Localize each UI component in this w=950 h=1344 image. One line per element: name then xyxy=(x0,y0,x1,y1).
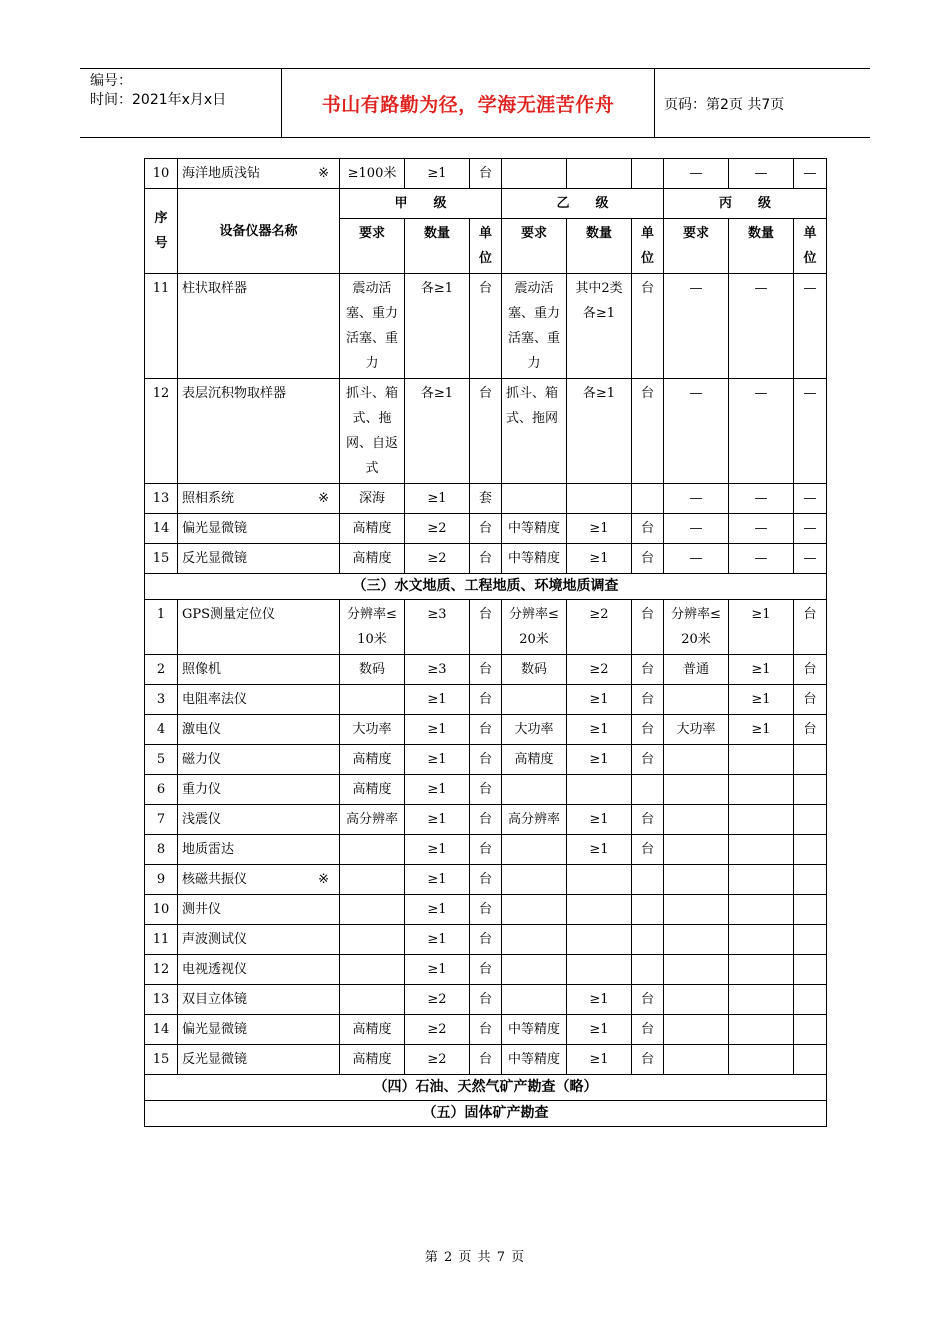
row-number: 2 xyxy=(145,655,178,685)
section-title: （五）固体矿产勘查 xyxy=(145,1101,827,1127)
equipment-name: 地质雷达 xyxy=(178,835,340,865)
equipment-name: 核磁共振仪 ※ xyxy=(178,865,340,895)
grade-a-requirement xyxy=(340,925,405,955)
grade-c-requirement xyxy=(664,685,729,715)
header-unit: 单位 xyxy=(794,219,827,274)
table-row xyxy=(145,159,827,189)
grade-a-unit: 台 xyxy=(470,835,502,865)
grade-c-requirement xyxy=(664,865,729,895)
special-mark: ※ xyxy=(318,491,329,506)
grade-a-quantity: ≥1 xyxy=(405,955,470,985)
grade-b-unit: 台 xyxy=(632,1015,664,1045)
grade-b-unit: 台 xyxy=(632,685,664,715)
grade-b-quantity: ≥1 xyxy=(567,685,632,715)
grade-c-requirement xyxy=(664,985,729,1015)
table-row xyxy=(145,895,827,925)
header-quantity: 数量 xyxy=(729,219,794,274)
grade-c-quantity xyxy=(729,895,794,925)
page-footer: 第 2 页 共 7 页 xyxy=(424,1250,526,1265)
grade-b-unit xyxy=(632,925,664,955)
grade-c-quantity xyxy=(729,985,794,1015)
table-row xyxy=(145,274,827,379)
grade-a-requirement: 高精度 xyxy=(340,514,405,544)
grade-c-requirement xyxy=(664,835,729,865)
grade-a-quantity: ≥2 xyxy=(405,985,470,1015)
grade-b-requirement: 中等精度 xyxy=(502,1015,567,1045)
grade-b-requirement: 中等精度 xyxy=(502,1045,567,1075)
grade-c-quantity xyxy=(729,1015,794,1045)
grade-b-unit xyxy=(632,484,664,514)
grade-b-requirement xyxy=(502,685,567,715)
grade-b-quantity: ≥1 xyxy=(567,805,632,835)
grade-b-unit: 台 xyxy=(632,715,664,745)
grade-b-quantity: 其中2类各≥1 xyxy=(567,274,632,379)
grade-c-requirement xyxy=(664,805,729,835)
grade-c-quantity: — xyxy=(729,274,794,379)
grade-c-requirement xyxy=(664,955,729,985)
grade-b-requirement xyxy=(502,895,567,925)
grade-c-unit xyxy=(794,775,827,805)
grade-c-requirement xyxy=(664,775,729,805)
grade-c-quantity: — xyxy=(729,544,794,574)
grade-b-quantity: ≥1 xyxy=(567,514,632,544)
header-grade-c: 丙 级 xyxy=(664,189,827,219)
row-number: 7 xyxy=(145,805,178,835)
grade-a-quantity: 各≥1 xyxy=(405,274,470,379)
grade-b-requirement xyxy=(502,925,567,955)
row-number: 12 xyxy=(145,955,178,985)
row-number: 10 xyxy=(145,895,178,925)
grade-a-unit: 台 xyxy=(470,895,502,925)
grade-b-requirement xyxy=(502,484,567,514)
grade-a-quantity: ≥1 xyxy=(405,865,470,895)
grade-b-unit: 台 xyxy=(632,379,664,484)
grade-b-requirement: 高分辨率 xyxy=(502,805,567,835)
grade-a-requirement: 分辨率≤10米 xyxy=(340,600,405,655)
grade-a-unit: 台 xyxy=(470,925,502,955)
grade-c-unit: 台 xyxy=(794,655,827,685)
grade-c-unit xyxy=(794,925,827,955)
grade-c-quantity xyxy=(729,865,794,895)
equipment-name: 电视透视仪 xyxy=(178,955,340,985)
grade-a-unit: 台 xyxy=(470,379,502,484)
grade-a-quantity: 各≥1 xyxy=(405,379,470,484)
grade-c-quantity xyxy=(729,805,794,835)
grade-b-requirement: 中等精度 xyxy=(502,514,567,544)
grade-c-unit xyxy=(794,955,827,985)
grade-a-quantity: ≥2 xyxy=(405,514,470,544)
grade-c-unit: 台 xyxy=(794,685,827,715)
row-number: 12 xyxy=(145,379,178,484)
grade-a-requirement: 高精度 xyxy=(340,1045,405,1075)
grade-b-unit: 台 xyxy=(632,835,664,865)
grade-b-requirement xyxy=(502,865,567,895)
table-row xyxy=(145,865,827,895)
grade-c-unit xyxy=(794,1045,827,1075)
header-motto: 书山有路勤为径，学海无涯苦作舟 xyxy=(321,93,615,116)
grade-a-unit: 台 xyxy=(470,159,502,189)
grade-c-requirement: — xyxy=(664,159,729,189)
grade-c-unit xyxy=(794,865,827,895)
equipment-name: 磁力仪 xyxy=(178,745,340,775)
grade-b-unit xyxy=(632,955,664,985)
grade-b-requirement: 中等精度 xyxy=(502,544,567,574)
grade-a-unit: 台 xyxy=(470,514,502,544)
grade-b-requirement: 数码 xyxy=(502,655,567,685)
special-mark: ※ xyxy=(318,166,329,181)
equipment-name: 偏光显微镜 xyxy=(178,1015,340,1045)
grade-b-requirement xyxy=(502,955,567,985)
grade-c-quantity: — xyxy=(729,379,794,484)
table-row xyxy=(145,925,827,955)
grade-a-quantity: ≥1 xyxy=(405,715,470,745)
document-date: 时间：2021年x月x日 xyxy=(90,92,227,108)
header-unit: 单位 xyxy=(632,219,664,274)
grade-a-quantity: ≥2 xyxy=(405,1045,470,1075)
grade-c-quantity: ≥1 xyxy=(729,600,794,655)
grade-c-requirement xyxy=(664,925,729,955)
grade-a-quantity: ≥3 xyxy=(405,600,470,655)
header-requirement: 要求 xyxy=(340,219,405,274)
table-row xyxy=(145,685,827,715)
grade-a-requirement: 高分辨率 xyxy=(340,805,405,835)
grade-c-requirement xyxy=(664,745,729,775)
grade-a-unit: 台 xyxy=(470,544,502,574)
grade-a-unit: 台 xyxy=(470,655,502,685)
table-row xyxy=(145,805,827,835)
grade-b-unit: 台 xyxy=(632,274,664,379)
grade-a-unit: 台 xyxy=(470,865,502,895)
header-quantity: 数量 xyxy=(405,219,470,274)
grade-a-requirement xyxy=(340,865,405,895)
grade-a-unit: 台 xyxy=(470,775,502,805)
header-quantity: 数量 xyxy=(567,219,632,274)
grade-a-requirement: 数码 xyxy=(340,655,405,685)
table-row xyxy=(145,1045,827,1075)
grade-c-quantity: ≥1 xyxy=(729,655,794,685)
header-requirement: 要求 xyxy=(664,219,729,274)
grade-a-unit: 台 xyxy=(470,274,502,379)
grade-b-unit xyxy=(632,865,664,895)
grade-b-quantity: ≥2 xyxy=(567,600,632,655)
section-title: （三）水文地质、工程地质、环境地质调查 xyxy=(145,574,827,600)
grade-b-quantity xyxy=(567,955,632,985)
grade-a-requirement: 高精度 xyxy=(340,745,405,775)
grade-b-unit: 台 xyxy=(632,544,664,574)
grade-b-quantity xyxy=(567,895,632,925)
grade-b-quantity: ≥1 xyxy=(567,985,632,1015)
row-number: 3 xyxy=(145,685,178,715)
equipment-name: 偏光显微镜 xyxy=(178,514,340,544)
grade-c-unit: — xyxy=(794,159,827,189)
row-number: 9 xyxy=(145,865,178,895)
grade-c-unit: 台 xyxy=(794,600,827,655)
grade-c-requirement xyxy=(664,895,729,925)
section-3-body xyxy=(145,600,827,1075)
row-number: 10 xyxy=(145,159,178,189)
grade-c-requirement: — xyxy=(664,379,729,484)
equipment-name: 照像机 xyxy=(178,655,340,685)
grade-b-requirement: 分辨率≤20米 xyxy=(502,600,567,655)
grade-a-unit: 台 xyxy=(470,685,502,715)
grade-c-unit: — xyxy=(794,484,827,514)
row-number: 8 xyxy=(145,835,178,865)
grade-a-quantity: ≥1 xyxy=(405,484,470,514)
grade-a-quantity: ≥1 xyxy=(405,805,470,835)
equipment-name: 柱状取样器 xyxy=(178,274,340,379)
table-row xyxy=(145,775,827,805)
grade-a-quantity: ≥1 xyxy=(405,159,470,189)
table-row xyxy=(145,835,827,865)
table-row xyxy=(145,379,827,484)
grade-b-quantity: ≥1 xyxy=(567,544,632,574)
table-row xyxy=(145,745,827,775)
grade-a-unit: 套 xyxy=(470,484,502,514)
grade-c-unit xyxy=(794,1015,827,1045)
equipment-name: 双目立体镜 xyxy=(178,985,340,1015)
grade-a-quantity: ≥2 xyxy=(405,544,470,574)
grade-a-requirement: 抓斗、箱式、拖网、自返式 xyxy=(340,379,405,484)
grade-a-quantity: ≥1 xyxy=(405,925,470,955)
grade-a-quantity: ≥1 xyxy=(405,835,470,865)
grade-b-requirement: 震动活塞、重力活塞、重力 xyxy=(502,274,567,379)
table-row xyxy=(145,1015,827,1045)
row-number: 1 xyxy=(145,600,178,655)
row-number: 15 xyxy=(145,544,178,574)
grade-c-requirement: — xyxy=(664,544,729,574)
grade-b-unit: 台 xyxy=(632,600,664,655)
grade-a-requirement: 深海 xyxy=(340,484,405,514)
grade-c-unit: — xyxy=(794,274,827,379)
row-number: 11 xyxy=(145,274,178,379)
table-row xyxy=(145,985,827,1015)
grade-c-requirement: 普通 xyxy=(664,655,729,685)
header-seq: 序号 xyxy=(145,189,178,274)
grade-c-unit: 台 xyxy=(794,715,827,745)
grade-c-requirement: — xyxy=(664,484,729,514)
grade-b-quantity xyxy=(567,159,632,189)
grade-a-requirement xyxy=(340,835,405,865)
grade-b-unit: 台 xyxy=(632,985,664,1015)
grade-b-unit: 台 xyxy=(632,805,664,835)
header-meta xyxy=(90,72,226,110)
grade-c-unit xyxy=(794,745,827,775)
grade-c-quantity xyxy=(729,745,794,775)
equipment-name: GPS测量定位仪 xyxy=(178,600,340,655)
grade-b-requirement: 高精度 xyxy=(502,745,567,775)
table-row xyxy=(145,544,827,574)
row-number: 15 xyxy=(145,1045,178,1075)
equipment-name: 浅震仪 xyxy=(178,805,340,835)
grade-a-unit: 台 xyxy=(470,1045,502,1075)
grade-c-unit xyxy=(794,895,827,925)
grade-b-unit: 台 xyxy=(632,1045,664,1075)
grade-b-quantity: ≥1 xyxy=(567,1015,632,1045)
grade-a-unit: 台 xyxy=(470,955,502,985)
grade-a-unit: 台 xyxy=(470,985,502,1015)
equipment-name: 测井仪 xyxy=(178,895,340,925)
grade-a-unit: 台 xyxy=(470,1015,502,1045)
grade-a-requirement: 高精度 xyxy=(340,1015,405,1045)
grade-a-quantity: ≥1 xyxy=(405,895,470,925)
equipment-name: 重力仪 xyxy=(178,775,340,805)
header-grade-b: 乙 级 xyxy=(502,189,664,219)
row-number: 6 xyxy=(145,775,178,805)
grade-a-requirement: 震动活塞、重力活塞、重力 xyxy=(340,274,405,379)
grade-c-unit: — xyxy=(794,379,827,484)
grade-c-requirement: 分辨率≤20米 xyxy=(664,600,729,655)
grade-a-requirement: 大功率 xyxy=(340,715,405,745)
header-divider xyxy=(654,69,655,137)
grade-b-quantity: ≥2 xyxy=(567,655,632,685)
row-number: 14 xyxy=(145,1015,178,1045)
equipment-name: 照相系统 ※ xyxy=(178,484,340,514)
grade-b-quantity xyxy=(567,775,632,805)
row-number: 13 xyxy=(145,985,178,1015)
header-name: 设备仪器名称 xyxy=(178,189,340,274)
grade-a-requirement xyxy=(340,685,405,715)
equipment-name: 声波测试仪 xyxy=(178,925,340,955)
grade-c-requirement: — xyxy=(664,514,729,544)
equipment-name: 海洋地质浅钻 ※ xyxy=(178,159,340,189)
grade-a-requirement xyxy=(340,985,405,1015)
grade-c-quantity xyxy=(729,775,794,805)
grade-b-unit xyxy=(632,159,664,189)
grade-a-quantity: ≥3 xyxy=(405,655,470,685)
header-page-info: 页码：第2页 共7页 xyxy=(664,97,785,113)
grade-a-requirement: ≥100米 xyxy=(340,159,405,189)
grade-a-requirement xyxy=(340,895,405,925)
grade-c-requirement xyxy=(664,1045,729,1075)
grade-b-quantity: ≥1 xyxy=(567,835,632,865)
equipment-name: 表层沉积物取样器 xyxy=(178,379,340,484)
grade-c-requirement: — xyxy=(664,274,729,379)
grade-a-quantity: ≥1 xyxy=(405,745,470,775)
grade-b-quantity: ≥1 xyxy=(567,715,632,745)
equipment-table xyxy=(144,158,827,1127)
equipment-name: 激电仪 xyxy=(178,715,340,745)
grade-b-unit xyxy=(632,895,664,925)
grade-a-unit: 台 xyxy=(470,805,502,835)
table-header-row xyxy=(145,189,827,219)
grade-a-requirement: 高精度 xyxy=(340,775,405,805)
grade-c-quantity xyxy=(729,1045,794,1075)
grade-a-quantity: ≥1 xyxy=(405,685,470,715)
grade-b-quantity xyxy=(567,925,632,955)
grade-b-quantity: ≥1 xyxy=(567,745,632,775)
grade-b-unit: 台 xyxy=(632,514,664,544)
row-number: 4 xyxy=(145,715,178,745)
grade-c-unit: — xyxy=(794,544,827,574)
grade-a-quantity: ≥2 xyxy=(405,1015,470,1045)
equipment-name: 反光显微镜 xyxy=(178,1045,340,1075)
section-row xyxy=(145,1075,827,1101)
section-title: （四）石油、天然气矿产勘查（略） xyxy=(145,1075,827,1101)
grade-c-quantity xyxy=(729,955,794,985)
grade-b-unit: 台 xyxy=(632,745,664,775)
equipment-name: 电阻率法仪 xyxy=(178,685,340,715)
grade-c-quantity: ≥1 xyxy=(729,715,794,745)
page-header xyxy=(80,68,870,138)
grade-c-quantity xyxy=(729,925,794,955)
grade-b-requirement xyxy=(502,159,567,189)
grade-a-unit: 台 xyxy=(470,600,502,655)
grade-c-requirement: 大功率 xyxy=(664,715,729,745)
table-row xyxy=(145,514,827,544)
grade-c-quantity: — xyxy=(729,514,794,544)
grade-b-unit: 台 xyxy=(632,655,664,685)
grade-a-unit: 台 xyxy=(470,745,502,775)
grade-b-quantity: ≥1 xyxy=(567,1045,632,1075)
grade-b-requirement xyxy=(502,985,567,1015)
table-row xyxy=(145,484,827,514)
section-row xyxy=(145,1101,827,1127)
row-number: 11 xyxy=(145,925,178,955)
grade-a-unit: 台 xyxy=(470,715,502,745)
grade-c-unit xyxy=(794,805,827,835)
header-grade-a: 甲 级 xyxy=(340,189,502,219)
table-row xyxy=(145,715,827,745)
grade-b-quantity xyxy=(567,865,632,895)
header-unit: 单位 xyxy=(470,219,502,274)
grade-c-unit xyxy=(794,835,827,865)
row-number: 13 xyxy=(145,484,178,514)
equipment-name: 反光显微镜 xyxy=(178,544,340,574)
grade-c-unit: — xyxy=(794,514,827,544)
grade-c-unit xyxy=(794,985,827,1015)
grade-b-requirement: 大功率 xyxy=(502,715,567,745)
grade-b-requirement xyxy=(502,835,567,865)
document-number-label: 编号： xyxy=(90,73,132,89)
row-number: 5 xyxy=(145,745,178,775)
grade-c-quantity: — xyxy=(729,484,794,514)
grade-b-requirement: 抓斗、箱式、拖网 xyxy=(502,379,567,484)
header-requirement: 要求 xyxy=(502,219,567,274)
grade-b-quantity: 各≥1 xyxy=(567,379,632,484)
grade-c-quantity xyxy=(729,835,794,865)
grade-c-quantity: — xyxy=(729,159,794,189)
special-mark: ※ xyxy=(318,872,329,887)
row-number: 14 xyxy=(145,514,178,544)
grade-a-requirement: 高精度 xyxy=(340,544,405,574)
grade-a-requirement xyxy=(340,955,405,985)
grade-b-quantity xyxy=(567,484,632,514)
grade-b-requirement xyxy=(502,775,567,805)
grade-b-unit xyxy=(632,775,664,805)
table-row xyxy=(145,600,827,655)
grade-a-quantity: ≥1 xyxy=(405,775,470,805)
table-row xyxy=(145,955,827,985)
grade-c-requirement xyxy=(664,1015,729,1045)
table-row xyxy=(145,655,827,685)
section-row xyxy=(145,574,827,600)
grade-c-quantity: ≥1 xyxy=(729,685,794,715)
